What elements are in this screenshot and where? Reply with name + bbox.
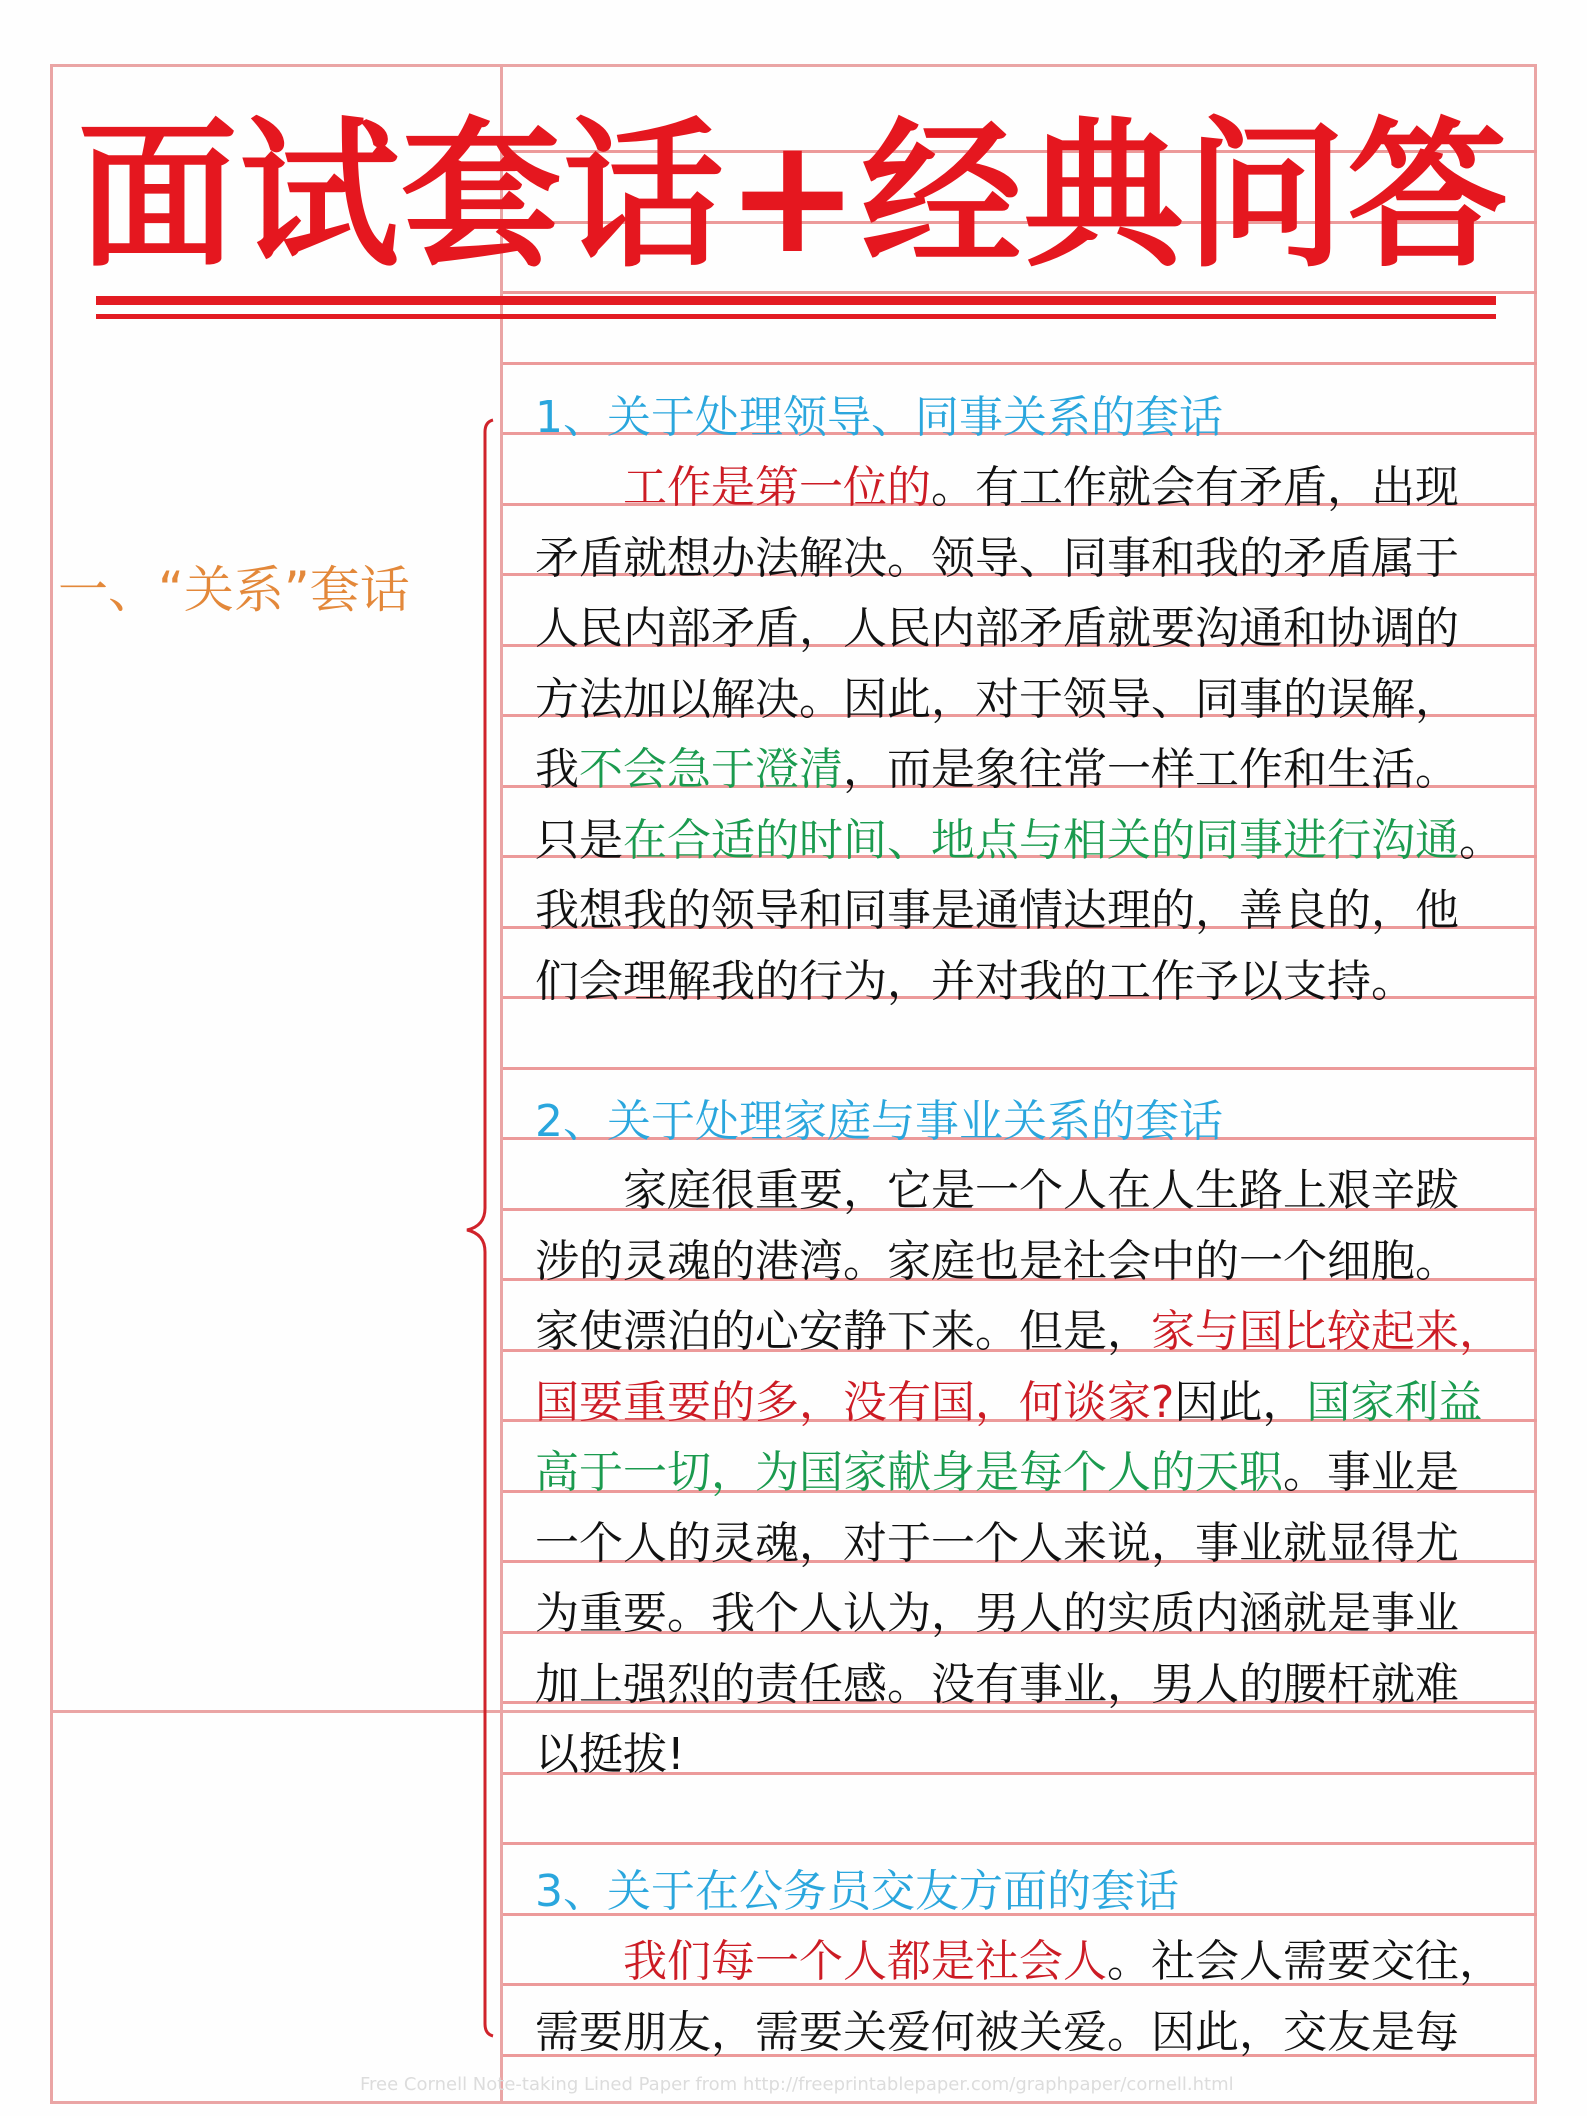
text-line bbox=[535, 1720, 1525, 1791]
text-segment: 一个人的灵魂，对于一个人来说，事业就显得尤 bbox=[535, 1517, 1459, 1569]
section-heading-1: 1、关于处理领导、同事关系的套话 bbox=[535, 392, 1223, 443]
text-line bbox=[535, 1156, 1525, 1227]
text-segment: 矛盾就想办法解决。领导、同事和我的矛盾属于 bbox=[535, 532, 1459, 584]
highlight-green: 国家利益 bbox=[1306, 1376, 1483, 1428]
text-line bbox=[535, 1297, 1525, 1368]
text-segment: 。事业是 bbox=[1283, 1447, 1459, 1498]
text-segment: 人民内部矛盾，人民内部矛盾就要沟通和协调的 bbox=[535, 603, 1459, 654]
text-line bbox=[535, 453, 1525, 524]
section-heading-3: 3、关于在公务员交友方面的套话 bbox=[535, 1866, 1179, 1917]
text-line bbox=[535, 1650, 1525, 1721]
category-label: 一、“关系”套话 bbox=[58, 561, 410, 619]
text-line bbox=[535, 876, 1525, 947]
highlight-green: 高于一切，为国家献身是每个人的天职 bbox=[535, 1447, 1283, 1498]
text-segment: 。 bbox=[1459, 814, 1503, 866]
text-segment: 。有工作就会有矛盾，出现 bbox=[931, 462, 1459, 513]
text-line bbox=[535, 1438, 1525, 1509]
text-segment: 家庭很重要，它是一个人在人生路上艰辛跋 bbox=[623, 1165, 1459, 1216]
text-line bbox=[535, 1579, 1525, 1650]
ruled-line bbox=[503, 362, 1537, 365]
curly-bracket-icon bbox=[455, 418, 495, 2038]
highlight-green: 在合适的时间、地点与相关的同事进行沟通 bbox=[623, 814, 1459, 866]
ruled-line bbox=[503, 1842, 1537, 1845]
text-line bbox=[535, 594, 1525, 665]
ruled-line bbox=[503, 291, 1537, 294]
text-segment: 因此， bbox=[1174, 1376, 1307, 1428]
text-line bbox=[535, 1368, 1525, 1439]
text-segment: 涉的灵魂的港湾。家庭也是社会中的一个细胞。 bbox=[535, 1235, 1459, 1287]
text-segment: 。社会人需要交往， bbox=[1107, 1936, 1503, 1987]
text-segment: 方法加以解决。因此，对于领导、同事的误解， bbox=[535, 673, 1459, 725]
text-line bbox=[535, 1998, 1525, 2069]
title-underline-thick bbox=[96, 296, 1496, 305]
text-line bbox=[535, 665, 1525, 736]
text-segment: 们会理解我的行为，并对我的工作予以支持。 bbox=[535, 955, 1415, 1007]
section-heading-2: 2、关于处理家庭与事业关系的套话 bbox=[535, 1096, 1223, 1147]
highlight-red: 我们每一个人都是社会人 bbox=[623, 1936, 1107, 1987]
text-segment: ，而是象往常一样工作和生活。 bbox=[843, 744, 1459, 795]
text-line bbox=[535, 735, 1525, 806]
ruled-line bbox=[503, 1067, 1537, 1070]
highlight-green: 不会急于澄清 bbox=[579, 744, 843, 795]
text-segment: 我想我的领导和同事是通情达理的，善良的，他 bbox=[535, 885, 1459, 936]
text-segment: 家使漂泊的心安静下来。但是， bbox=[535, 1306, 1151, 1357]
page-title: 面试套话+经典问答 bbox=[77, 102, 1510, 289]
highlight-red: 工作是第一位的 bbox=[623, 462, 931, 513]
highlight-red: 国要重要的多，没有国，何谈家? bbox=[535, 1376, 1175, 1428]
section-body-1 bbox=[535, 453, 1525, 1017]
text-segment: 为重要。我个人认为，男人的实质内涵就是事业 bbox=[535, 1588, 1459, 1639]
text-segment: 我 bbox=[535, 744, 579, 795]
margin-line bbox=[500, 64, 503, 2104]
watermark: Free Cornell Note-taking Lined Paper from http://freeprintablepaper.com/graphpaper/cornell.html bbox=[360, 2074, 1234, 2095]
text-segment: 需要朋友，需要关爱何被关爱。因此，交友是每 bbox=[535, 2006, 1459, 2058]
text-line bbox=[535, 806, 1525, 877]
title-underline-thin bbox=[96, 314, 1496, 319]
section-body-2 bbox=[535, 1156, 1525, 1791]
page-border bbox=[50, 64, 1537, 2104]
highlight-red: 家与国比较起来， bbox=[1151, 1306, 1503, 1357]
text-segment: 加上强烈的责任感。没有事业，男人的腰杆就难 bbox=[535, 1658, 1459, 1710]
text-line bbox=[535, 947, 1525, 1018]
text-line bbox=[535, 1509, 1525, 1580]
section-body-3 bbox=[535, 1927, 1525, 2068]
text-line bbox=[535, 1927, 1525, 1998]
text-line bbox=[535, 1227, 1525, 1298]
text-segment: 只是 bbox=[535, 814, 623, 866]
text-line bbox=[535, 524, 1525, 595]
text-segment: 以挺拔! bbox=[535, 1729, 685, 1780]
